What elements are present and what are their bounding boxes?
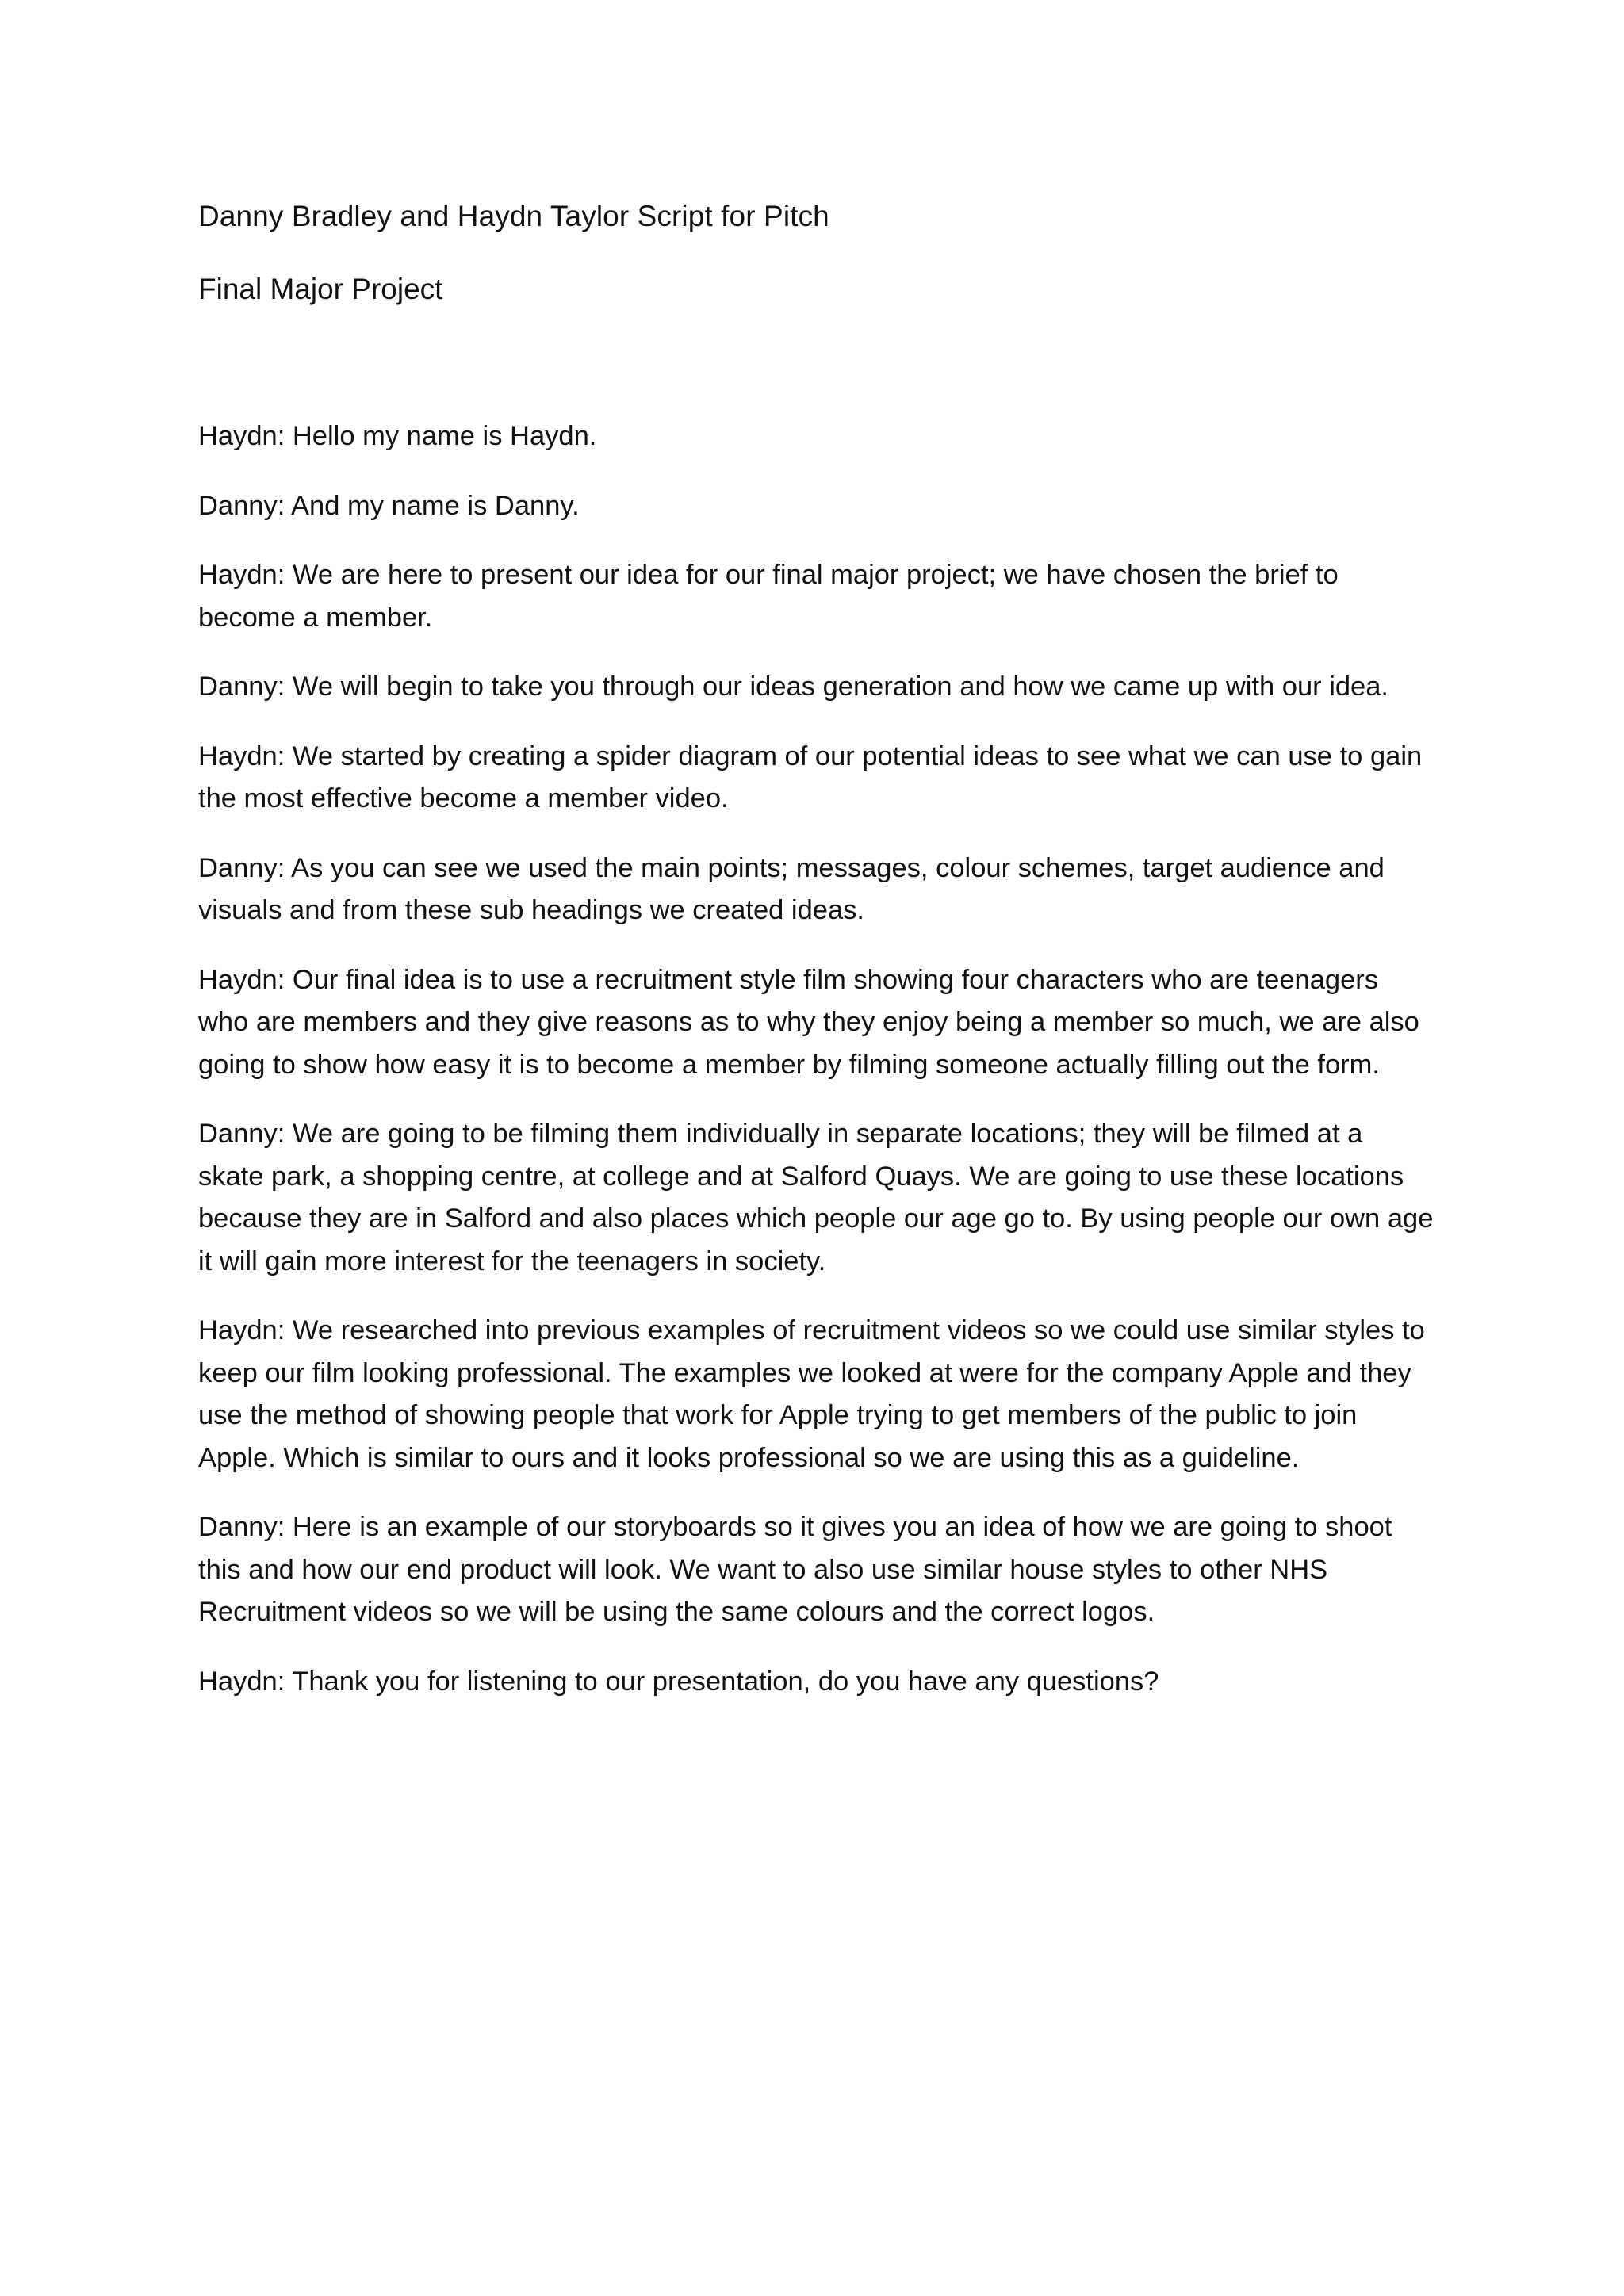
script-line-haydn-spider-diagram: Haydn: We started by creating a spider diagram of our potential ideas to see what we can use to gain the most effective become a member video. [198, 740, 1423, 813]
script-line-danny-storyboards: Danny: Here is an example of our storyboards so it gives you an idea of how we are going to shoot this and how our end product will look. We want to also use similar house styles to other NHS Recruitment videos so we will be using the same colours and the correct logos. [198, 1512, 1392, 1627]
document-body [198, 195, 1435, 1730]
script-line-danny-intro: Danny: And my name is Danny. [198, 490, 580, 521]
script-line-haydn-final-idea: Haydn: Our final idea is to use a recruitment style film showing four characters who are teenagers who are members and they give reasons as to why they enjoy being a member so much, we are also going to show how easy it is to become a member by filming someone actually filling out the form. [198, 964, 1419, 1080]
script-line-haydn-closing: Haydn: Thank you for listening to our presentation, do you have any questions? [198, 1666, 1159, 1697]
script-line-danny-main-points: Danny: As you can see we used the main points; messages, colour schemes, target audience and visuals and from these sub headings we created ideas. [198, 852, 1385, 925]
script-line-danny-ideas: Danny: We will begin to take you through our ideas generation and how we came up with our idea. [198, 672, 1389, 702]
script-line-haydn-research: Haydn: We researched into previous examples of recruitment videos so we could use similar styles to keep our film looking professional. The examples we looked at were for the company Apple and they use the method of showing people that work for Apple trying to get members of the public to join Apple. Which is similar to ours and it looks professional so we are using this as a guideline. [198, 1315, 1425, 1473]
script-line-danny-locations: Danny: We are going to be filming them individually in separate locations; they will be filmed at a skate park, a shopping centre, at college and at Salford Quays. We are going to use these locations because they are in Salford and also places which people our age go to. By using people our own age it will gain more interest for the teenagers in society. [198, 1119, 1434, 1276]
document-title: Danny Bradley and Haydn Taylor Script for Pitch [198, 200, 829, 232]
document-subtitle: Final Major Project [198, 273, 443, 305]
script-line-haydn-brief: Haydn: We are here to present our idea for our final major project; we have chosen the brief to become a member. [198, 560, 1339, 633]
script-line-haydn-intro: Haydn: Hello my name is Haydn. [198, 421, 597, 451]
